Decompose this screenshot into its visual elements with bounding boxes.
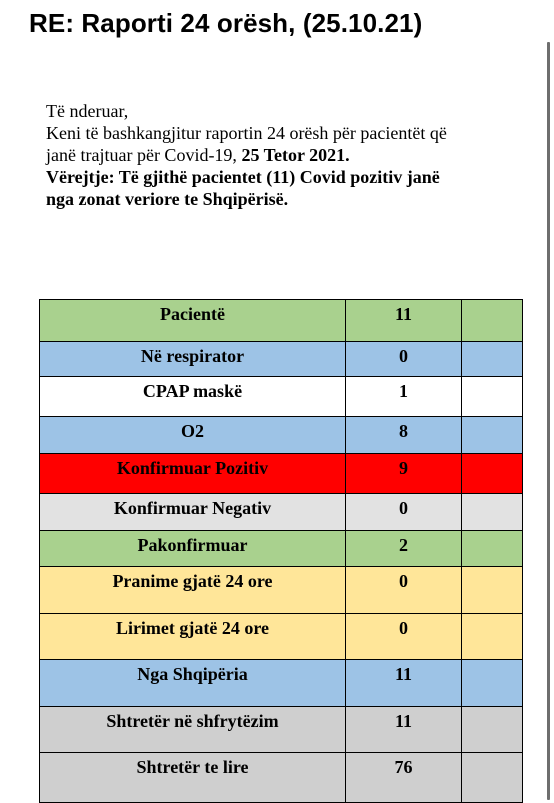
scrollbar[interactable]: [547, 42, 550, 800]
row-extra-cell: [462, 614, 523, 660]
row-value-cpap: 1: [346, 377, 462, 417]
report-date: 25 Tetor 2021.: [241, 145, 350, 165]
row-label-free-beds: Shtretër te lire: [40, 753, 346, 803]
row-extra-cell: [462, 531, 523, 567]
body-line-1: Keni të bashkangjitur raportin 24 orësh për pacientët që: [46, 123, 447, 143]
table-row: [40, 377, 523, 417]
table-row: [40, 660, 523, 707]
row-label-patients: Pacientë: [40, 300, 346, 342]
body-line-2-text: janë trajtuar për Covid-19,: [46, 145, 242, 165]
row-value-confirmed-negative: 0: [346, 494, 462, 531]
row-value-patients: 11: [346, 300, 462, 342]
row-extra-cell: [462, 454, 523, 494]
row-extra-cell: [462, 707, 523, 753]
email-subject: RE: Raporti 24 orësh, (25.10.21): [29, 8, 423, 38]
email-body: [46, 100, 546, 210]
row-extra-cell: [462, 660, 523, 707]
table-row: [40, 494, 523, 531]
note-line-1: Vërejtje: Të gjithë pacientet (11) Covid pozitiv janë: [46, 167, 440, 187]
greeting: Të nderuar,: [46, 101, 129, 121]
table-row: [40, 567, 523, 614]
row-extra-cell: [462, 753, 523, 803]
row-value-confirmed-positive: 9: [346, 454, 462, 494]
row-extra-cell: [462, 300, 523, 342]
table-row: [40, 300, 523, 342]
note-line-2: nga zonat veriore te Shqipërisë.: [46, 189, 289, 209]
table-row: [40, 454, 523, 494]
row-extra-cell: [462, 567, 523, 614]
row-value-free-beds: 76: [346, 753, 462, 803]
row-value-discharges: 0: [346, 614, 462, 660]
row-extra-cell: [462, 417, 523, 454]
row-label-admissions: Pranime gjatë 24 ore: [40, 567, 346, 614]
row-value-respirator: 0: [346, 342, 462, 377]
table-row: [40, 342, 523, 377]
row-label-discharges: Lirimet gjatë 24 ore: [40, 614, 346, 660]
row-extra-cell: [462, 494, 523, 531]
report-table: [39, 299, 523, 803]
row-label-confirmed-positive: Konfirmuar Pozitiv: [40, 454, 346, 494]
row-label-unconfirmed: Pakonfirmuar: [40, 531, 346, 567]
row-value-beds-in-use: 11: [346, 707, 462, 753]
row-value-unconfirmed: 2: [346, 531, 462, 567]
row-label-confirmed-negative: Konfirmuar Negativ: [40, 494, 346, 531]
table-row: [40, 531, 523, 567]
table-row: [40, 707, 523, 753]
table-row: [40, 614, 523, 660]
table-row: [40, 417, 523, 454]
table-row: [40, 753, 523, 803]
row-extra-cell: [462, 342, 523, 377]
row-value-from-albania: 11: [346, 660, 462, 707]
row-value-o2: 8: [346, 417, 462, 454]
body-line-2: [46, 144, 546, 166]
row-extra-cell: [462, 377, 523, 417]
row-label-cpap: CPAP maskë: [40, 377, 346, 417]
row-label-respirator: Në respirator: [40, 342, 346, 377]
row-label-beds-in-use: Shtretër në shfrytëzim: [40, 707, 346, 753]
row-value-admissions: 0: [346, 567, 462, 614]
row-label-o2: O2: [40, 417, 346, 454]
row-label-from-albania: Nga Shqipëria: [40, 660, 346, 707]
